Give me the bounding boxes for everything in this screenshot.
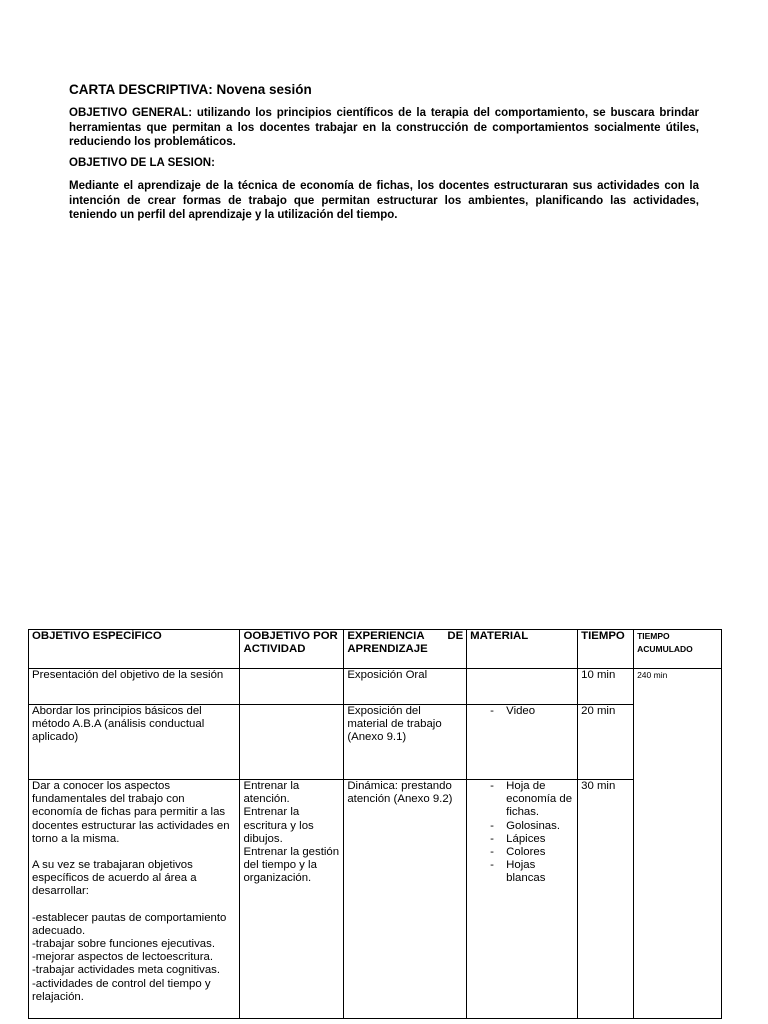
- cell-material: [467, 705, 578, 780]
- cell-material: [467, 780, 578, 1019]
- cell-tiempo: 20 min: [578, 705, 634, 780]
- cell-experiencia: Exposición Oral: [344, 669, 467, 705]
- cell-actividad: [240, 669, 344, 705]
- list-item: - Hojas blancas: [490, 859, 574, 885]
- cell-objetivo: [29, 780, 240, 1019]
- list-item: - Colores: [490, 846, 574, 859]
- actividad-item: Entrenar la gestión del tiempo y la organización.: [243, 846, 340, 885]
- objetivo-item: -trabajar sobre funciones ejecutivas.: [32, 938, 215, 951]
- objetivo-paragraph: A su vez se trabajaran objetivos específicos de acuerdo al área a desarrollar:: [32, 859, 197, 898]
- objetivo-item: -actividades de control del tiempo y relajación.: [32, 977, 211, 1003]
- cell-tiempo: 10 min: [578, 669, 634, 705]
- list-item: - Video: [490, 705, 574, 718]
- cell-tiempo-acumulado: 240 min: [634, 669, 722, 1019]
- cell-actividad: [240, 705, 344, 780]
- table-row: [29, 780, 722, 1019]
- material-list: [470, 780, 574, 886]
- objetivo-item: -establecer pautas de comportamiento adecuado.: [32, 911, 227, 937]
- objetivo-sesion-text: Mediante el aprendizaje de la técnica de economía de fichas, los docentes estructuraran sus actividades con la intención de crear formas de trabajo que permitan estructurar los ambientes, planificando las actividades, teniendo un perfil del aprendizaje y la utilización del tiempo.: [69, 180, 699, 221]
- cell-objetivo: Abordar los principios básicos del método A.B.A (análisis conductual aplicado): [29, 705, 240, 780]
- header-material: MATERIAL: [467, 630, 578, 669]
- list-item: - Lápices: [490, 833, 574, 846]
- header-objetivo-actividad: OOBJETIVO POR ACTIVIDAD: [240, 630, 344, 669]
- cell-objetivo: Presentación del objetivo de la sesión: [29, 669, 240, 705]
- table-row: [29, 669, 722, 705]
- header-tiempo: TIEMPO: [578, 630, 634, 669]
- page-title: CARTA DESCRIPTIVA: Novena sesión: [69, 82, 312, 97]
- header-experiencia: EXPERIENCIA DE APRENDIZAJE: [344, 630, 467, 669]
- list-item: - Hoja de economía de fichas.: [490, 780, 574, 820]
- table-row: [29, 705, 722, 780]
- carta-descriptiva-table: [28, 629, 722, 1019]
- table-header-row: [29, 630, 722, 669]
- objetivo-paragraph: Dar a conocer los aspectos fundamentales del trabajo con economía de fichas para permitir a las docentes estructurar las actividades en torno a la misma.: [32, 780, 230, 845]
- material-list: [470, 705, 574, 718]
- cell-experiencia: Exposición del material de trabajo (Anexo 9.1): [344, 705, 467, 780]
- cell-experiencia: Dinámica: prestando atención (Anexo 9.2): [344, 780, 467, 1019]
- cell-actividad: [240, 780, 344, 1019]
- actividad-item: Entrenar la atención.: [243, 780, 300, 806]
- actividad-item: Entrenar la escritura y los dibujos.: [243, 806, 314, 845]
- objetivo-item: -mejorar aspectos de lectoescritura.: [32, 951, 214, 964]
- objetivo-sesion-heading: OBJETIVO DE LA SESION:: [69, 157, 215, 169]
- header-tiempo-acumulado: TIEMPO ACUMULADO: [634, 630, 722, 669]
- cell-tiempo: 30 min: [578, 780, 634, 1019]
- list-item: - Golosinas.: [490, 820, 574, 833]
- objetivo-item: -trabajar actividades meta cognitivas.: [32, 964, 221, 977]
- header-objetivo-especifico: OBJETIVO ESPECÍFICO: [29, 630, 240, 669]
- cell-material: [467, 669, 578, 705]
- objetivo-general: OBJETIVO GENERAL: utilizando los principios científicos de la terapia del comportamiento, se buscara brindar herramientas que permitan a los docentes trabajar en la construcción de comportamientos socialmente útiles, reduciendo los problemáticos.: [69, 107, 699, 148]
